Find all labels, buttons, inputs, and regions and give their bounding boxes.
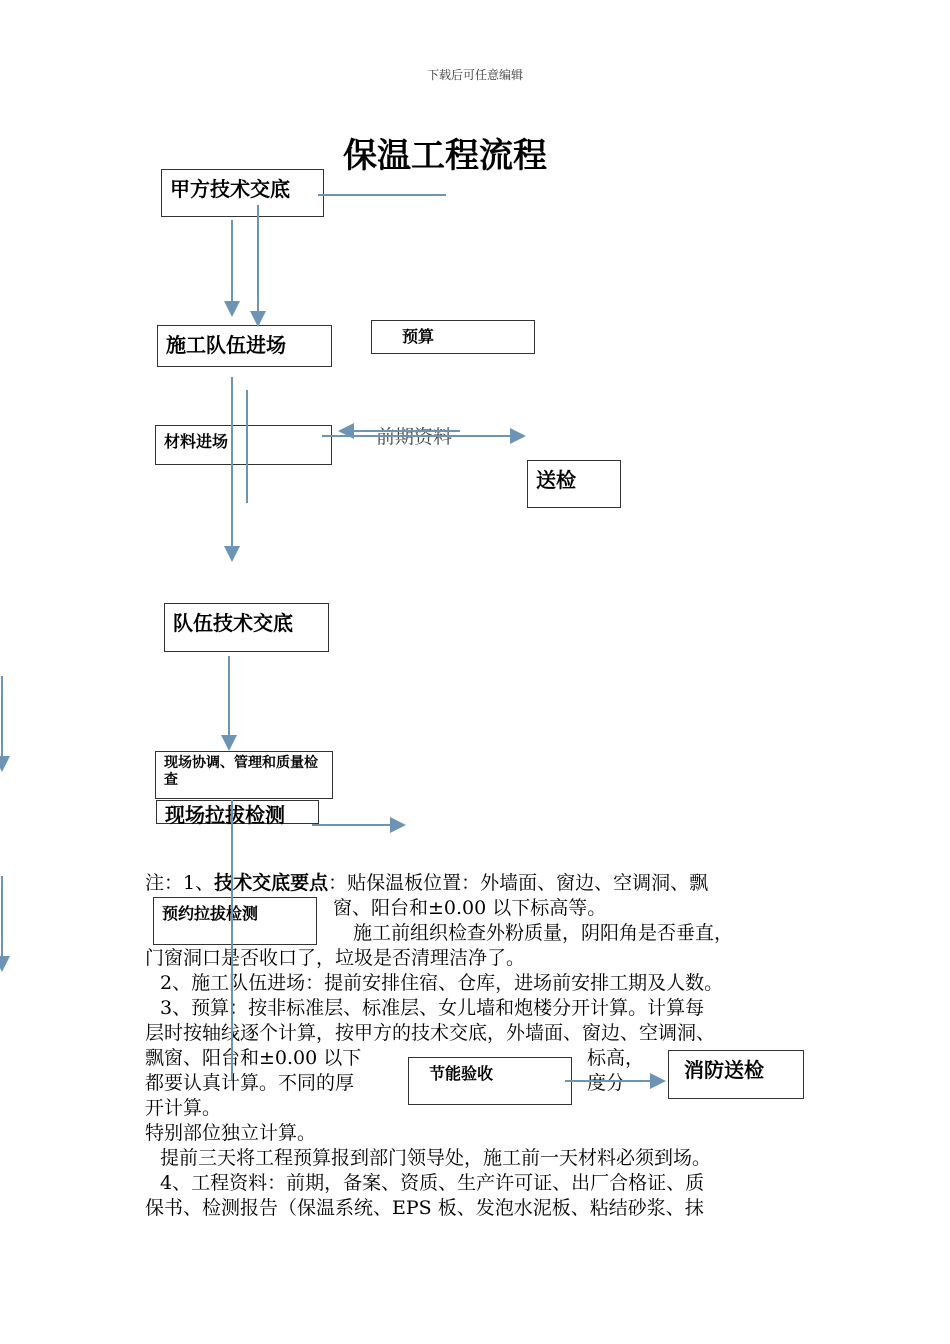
note-line-1: 注：1、技术交底要点：贴保温板位置：外墙面、窗边、空调洞、飘 [145,872,709,894]
note-line-2: 窗、阳台和±0.00 以下标高等。 [333,897,607,919]
note-line-9a: 都要认真计算。不同的厚 [145,1072,355,1094]
note-line-5: 2、施工队伍进场：提前安排住宿、仓库，进场前安排工期及人数。 [160,972,724,994]
note-line-7: 层时按轴线逐个计算，按甲方的技术交底，外墙面、窗边、空调洞、 [145,1022,716,1044]
note-line-8b: 标高， [587,1047,645,1069]
box-yusuan: 预算 [371,320,535,354]
page-title: 保温工程流程 [343,136,547,176]
note-line-10: 开计算。 [145,1097,222,1119]
box-jiafang: 甲方技术交底 [161,169,324,217]
box-jieneng: 节能验收 [408,1057,572,1105]
note-line-14: 保书、检测报告（保温系统、EPS 板、发泡水泥板、粘结砂浆、抹 [145,1197,704,1219]
qianqi-label: 前期资料 [376,426,453,448]
box-xianchang: 现场协调、管理和质量检查 [155,751,333,799]
box-cailiao: 材料进场 [155,425,332,465]
note-line-8a: 飘窗、阳台和±0.00 以下 [145,1047,362,1069]
note-line-3: 施工前组织检查外粉质量，阴阳角是否垂直， [353,922,734,944]
box-shigong: 施工队伍进场 [157,325,332,367]
note-line-6: 3、预算：按非标准层、标准层、女儿墙和炮楼分开计算。计算每 [160,997,705,1019]
box-songjian: 送检 [527,460,621,508]
header-note: 下载后可任意编辑 [426,68,523,82]
box-duiwu: 队伍技术交底 [164,603,329,652]
note-line-12: 提前三天将工程预算报到部门领导处，施工前一天材料必须到场。 [160,1147,712,1169]
box-xiaofang: 消防送检 [668,1050,804,1099]
box-labao: 现场拉拔检测 [156,800,319,824]
box-yuyue: 预约拉拔检测 [153,897,317,945]
note-line-9b: 度分 [587,1072,626,1094]
note-line-13: 4、工程资料：前期，备案、资质、生产许可证、出厂合格证、质 [160,1172,705,1194]
note-line-4: 门窗洞口是否收口了，垃圾是否清理洁净了。 [145,947,526,969]
note-line-11: 特别部位独立计算。 [145,1122,317,1144]
